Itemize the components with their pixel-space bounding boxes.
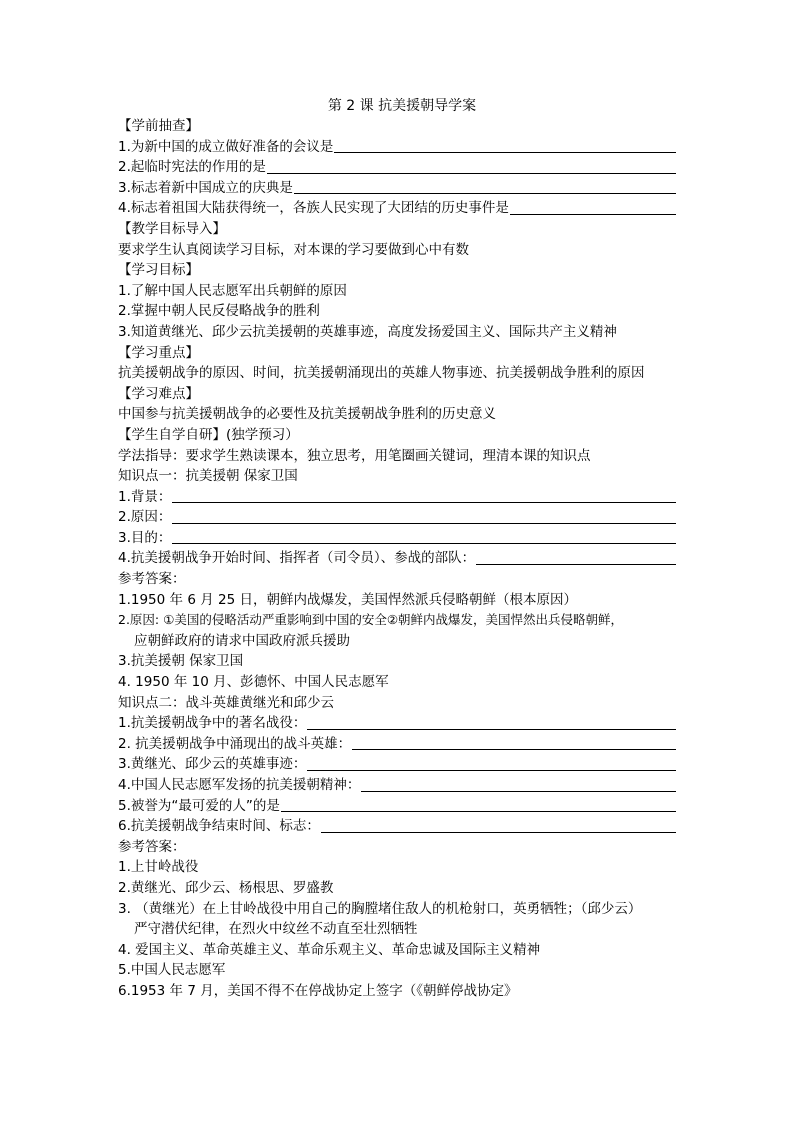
pre-question-1 (118, 137, 676, 158)
question-text: 3.标志着新中国成立的庆典是 (118, 179, 293, 196)
kp1-answer-4: 4. 1950 年 10 月、彭德怀、中国人民志愿军 (118, 674, 389, 691)
knowledge-point-1-title: 知识点一：抗美援朝 保家卫国 (118, 468, 298, 485)
question-text: 1.抗美援朝战争中的著名战役： (118, 715, 307, 732)
goal-intro-text: 要求学生认真阅读学习目标，对本课的学习要做到心中有数 (118, 241, 469, 258)
kp2-question-6 (118, 816, 676, 837)
question-text: 2. 抗美援朝战争中涌现出的战斗英雄： (118, 735, 352, 752)
answer-blank[interactable] (172, 509, 676, 524)
kp2-question-3 (118, 754, 676, 775)
section-heading-goal-intro: 【教学目标导入】 (118, 220, 226, 237)
reference-answer-label: 参考答案： (118, 571, 186, 588)
kp2-answer-5: 5.中国人民志愿军 (118, 962, 226, 979)
kp2-answer-4: 4. 爱国主义、革命英雄主义、革命乐观主义、革命忠诚及国际主义精神 (118, 941, 541, 958)
answer-blank[interactable] (476, 550, 676, 565)
answer-blank[interactable] (267, 159, 676, 174)
question-text: 1.背景： (118, 488, 172, 505)
answer-blank[interactable] (172, 529, 676, 544)
question-text: 4.中国人民志愿军发扬的抗美援朝精神： (118, 777, 361, 793)
kp2-answer-2: 2.黄继光、邱少云、杨根思、罗盛教 (118, 879, 334, 896)
kp1-answer-2: 2.原因: ①美国的侵略活动严重影响到中国的安全②朝鲜内战爆发，美国悍然出兵侵略朝鲜， (118, 612, 624, 628)
question-text: 3.黄继光、邱少云的英雄事迹： (118, 756, 307, 773)
section-heading-pre-check: 【学前抽查】 (118, 118, 199, 134)
answer-blank[interactable] (307, 756, 676, 771)
kp2-answer-1: 1.上甘岭战役 (118, 859, 199, 876)
kp2-answer-3-cont: 严守潜伏纪律，在烈火中纹丝不动直至壮烈牺牲 (134, 921, 418, 938)
answer-blank[interactable] (281, 797, 676, 812)
question-text: 1.为新中国的成立做好准备的会议是 (118, 138, 334, 155)
difficulty-text: 中国参与抗美援朝战争的必要性及抗美援朝战争胜利的历史意义 (118, 406, 496, 423)
kp1-answer-3: 3.抗美援朝 保家卫国 (118, 653, 244, 670)
pre-question-4 (118, 198, 676, 219)
section-heading-self-study: 【学生自学自研】(独学预习） (118, 426, 299, 443)
question-text: 4.抗美援朝战争开始时间、指挥者（司令员）、参战的部队： (118, 550, 476, 567)
kp2-question-4 (118, 775, 676, 796)
answer-blank[interactable] (361, 777, 676, 792)
knowledge-point-2-title: 知识点二：战斗英雄黄继光和邱少云 (118, 694, 334, 711)
kp1-question-1 (118, 487, 676, 508)
section-heading-key: 【学习重点】 (118, 344, 199, 361)
answer-blank[interactable] (307, 715, 676, 730)
kp2-answer-6: 6.1953 年 7 月，美国不得不在停战协定上签字（《朝鲜停战协定》 (118, 982, 518, 999)
question-text: 6.抗美援朝战争结束时间、标志： (118, 818, 320, 835)
kp2-question-2 (118, 734, 676, 755)
kp1-question-2 (118, 507, 676, 528)
kp2-answer-3: 3. （黄继光）在上甘岭战役中用自己的胸膛堵住敌人的机枪射口，英勇牺牲；（邱少云） (118, 900, 642, 917)
kp2-question-1 (118, 713, 676, 734)
goal-item-3: 3.知道黄继光、邱少云抗美援朝的英雄事迹，高度发扬爱国主义、国际共产主义精神 (118, 323, 617, 340)
goal-item-2: 2.掌握中朝人民反侵略战争的胜利 (118, 303, 320, 320)
pre-question-3 (118, 178, 676, 199)
kp1-answer-1: 1.1950 年 6 月 25 日，朝鲜内战爆发，美国悍然派兵侵略朝鲜（根本原因） (118, 591, 577, 608)
goal-item-1: 1.了解中国人民志愿军出兵朝鲜的原因 (118, 282, 347, 299)
worksheet-page (118, 96, 676, 1002)
answer-blank[interactable] (352, 735, 676, 750)
kp2-question-5 (118, 796, 676, 817)
method-text: 学法指导：要求学生熟读课本，独立思考，用笔圈画关键词，理清本课的知识点 (118, 447, 591, 464)
key-text: 抗美援朝战争的原因、时间，抗美援朝涌现出的英雄人物事迹、抗美援朝战争胜利的原因 (118, 365, 645, 382)
answer-blank[interactable] (294, 179, 676, 194)
answer-blank[interactable] (321, 818, 676, 833)
reference-answer-label-2: 参考答案： (118, 838, 186, 855)
page-title: 第 2 课 抗美援朝导学案 (327, 98, 477, 114)
kp1-question-3 (118, 528, 676, 549)
section-heading-difficulty: 【学习难点】 (118, 385, 199, 402)
pre-question-2 (118, 157, 676, 178)
kp1-question-4 (118, 548, 676, 569)
kp1-answer-2-cont: 应朝鲜政府的请求中国政府派兵援助 (134, 632, 350, 649)
question-text: 4.标志着祖国大陆获得统一，各族人民实现了大团结的历史事件是 (118, 200, 509, 217)
question-text: 2.起临时宪法的作用的是 (118, 159, 266, 176)
answer-blank[interactable] (334, 138, 676, 153)
question-text: 3.目的： (118, 529, 172, 546)
section-heading-goals: 【学习目标】 (118, 262, 199, 279)
question-text: 2.原因： (118, 509, 172, 526)
answer-blank[interactable] (172, 488, 676, 503)
answer-blank[interactable] (510, 200, 676, 215)
question-text: 5.被誉为“最可爱的人”的是 (118, 797, 280, 814)
